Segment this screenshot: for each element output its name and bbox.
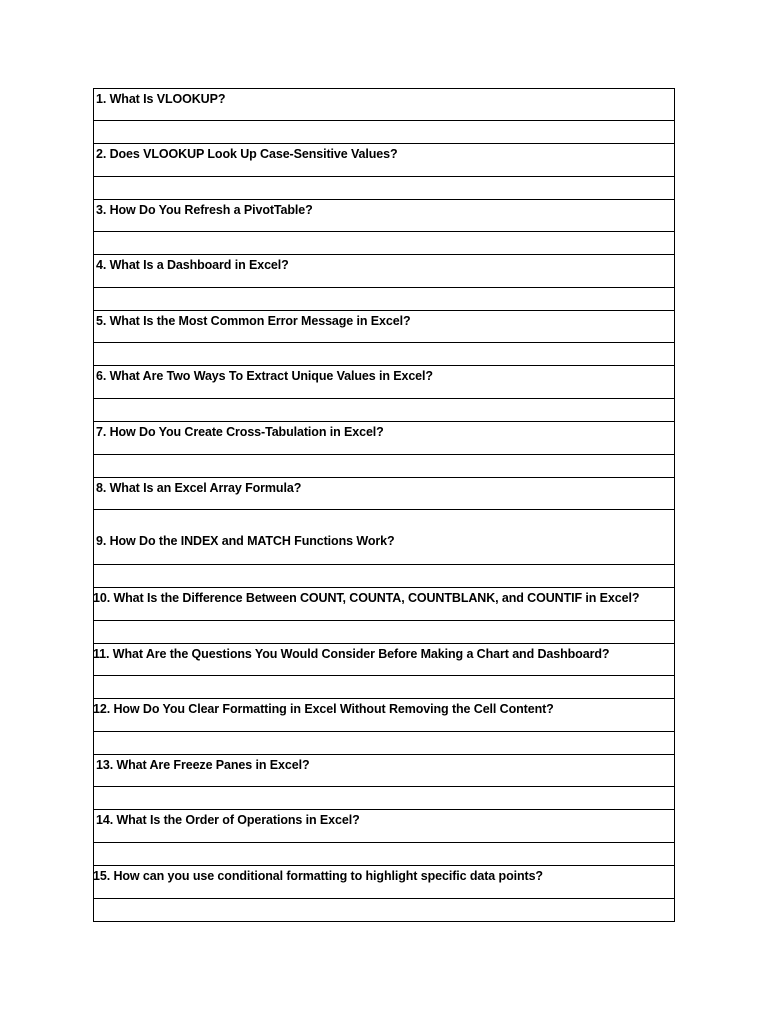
question-row-1 [94,89,674,121]
question-text: 14. What Is the Order of Operations in Excel? [96,813,360,827]
answer-row-7[interactable] [94,454,674,478]
answer-row-9[interactable] [94,564,674,588]
question-text: 2. Does VLOOKUP Look Up Case-Sensitive Values? [96,147,398,161]
question-row-13 [94,755,674,787]
question-text: 12. How Do You Clear Formatting in Excel Without Removing the Cell Content? [93,702,554,716]
question-row-14 [94,810,674,842]
question-row-3 [94,200,674,232]
answer-row-5[interactable] [94,342,674,366]
answer-row-3[interactable] [94,231,674,255]
question-row-4 [94,255,674,287]
question-row-15 [94,866,674,898]
question-text: 7. How Do You Create Cross-Tabulation in Excel? [96,425,384,439]
question-row-5 [94,311,674,343]
answer-row-6[interactable] [94,398,674,422]
question-row-8 [94,478,674,510]
question-row-6 [94,366,674,398]
answer-row-11[interactable] [94,675,674,699]
answer-row-10[interactable] [94,620,674,644]
question-row-7 [94,422,674,454]
question-row-12 [94,699,674,731]
answer-row-12[interactable] [94,731,674,755]
answer-row-4[interactable] [94,287,674,311]
question-row-2 [94,144,674,176]
question-text: 9. How Do the INDEX and MATCH Functions Work? [96,534,395,548]
question-text: 10. What Is the Difference Between COUNT, COUNTA, COUNTBLANK, and COUNTIF in Excel? [93,591,640,605]
question-row-9 [94,509,674,563]
question-text: 3. How Do You Refresh a PivotTable? [96,203,313,217]
answer-row-15[interactable] [94,898,674,922]
answer-row-2[interactable] [94,176,674,200]
question-text: 15. How can you use conditional formatting to highlight specific data points? [93,869,543,883]
question-text: 5. What Is the Most Common Error Message in Excel? [96,314,411,328]
question-sheet [93,88,675,922]
answer-row-1[interactable] [94,120,674,144]
question-row-10 [94,588,674,620]
question-text: 1. What Is VLOOKUP? [96,92,226,106]
question-text: 6. What Are Two Ways To Extract Unique Values in Excel? [96,369,433,383]
question-text: 8. What Is an Excel Array Formula? [96,481,302,495]
answer-row-14[interactable] [94,842,674,866]
question-text: 11. What Are the Questions You Would Consider Before Making a Chart and Dashboard? [93,647,610,661]
question-text: 4. What Is a Dashboard in Excel? [96,258,289,272]
question-text: 13. What Are Freeze Panes in Excel? [96,758,310,772]
question-row-11 [94,644,674,676]
answer-row-13[interactable] [94,786,674,810]
